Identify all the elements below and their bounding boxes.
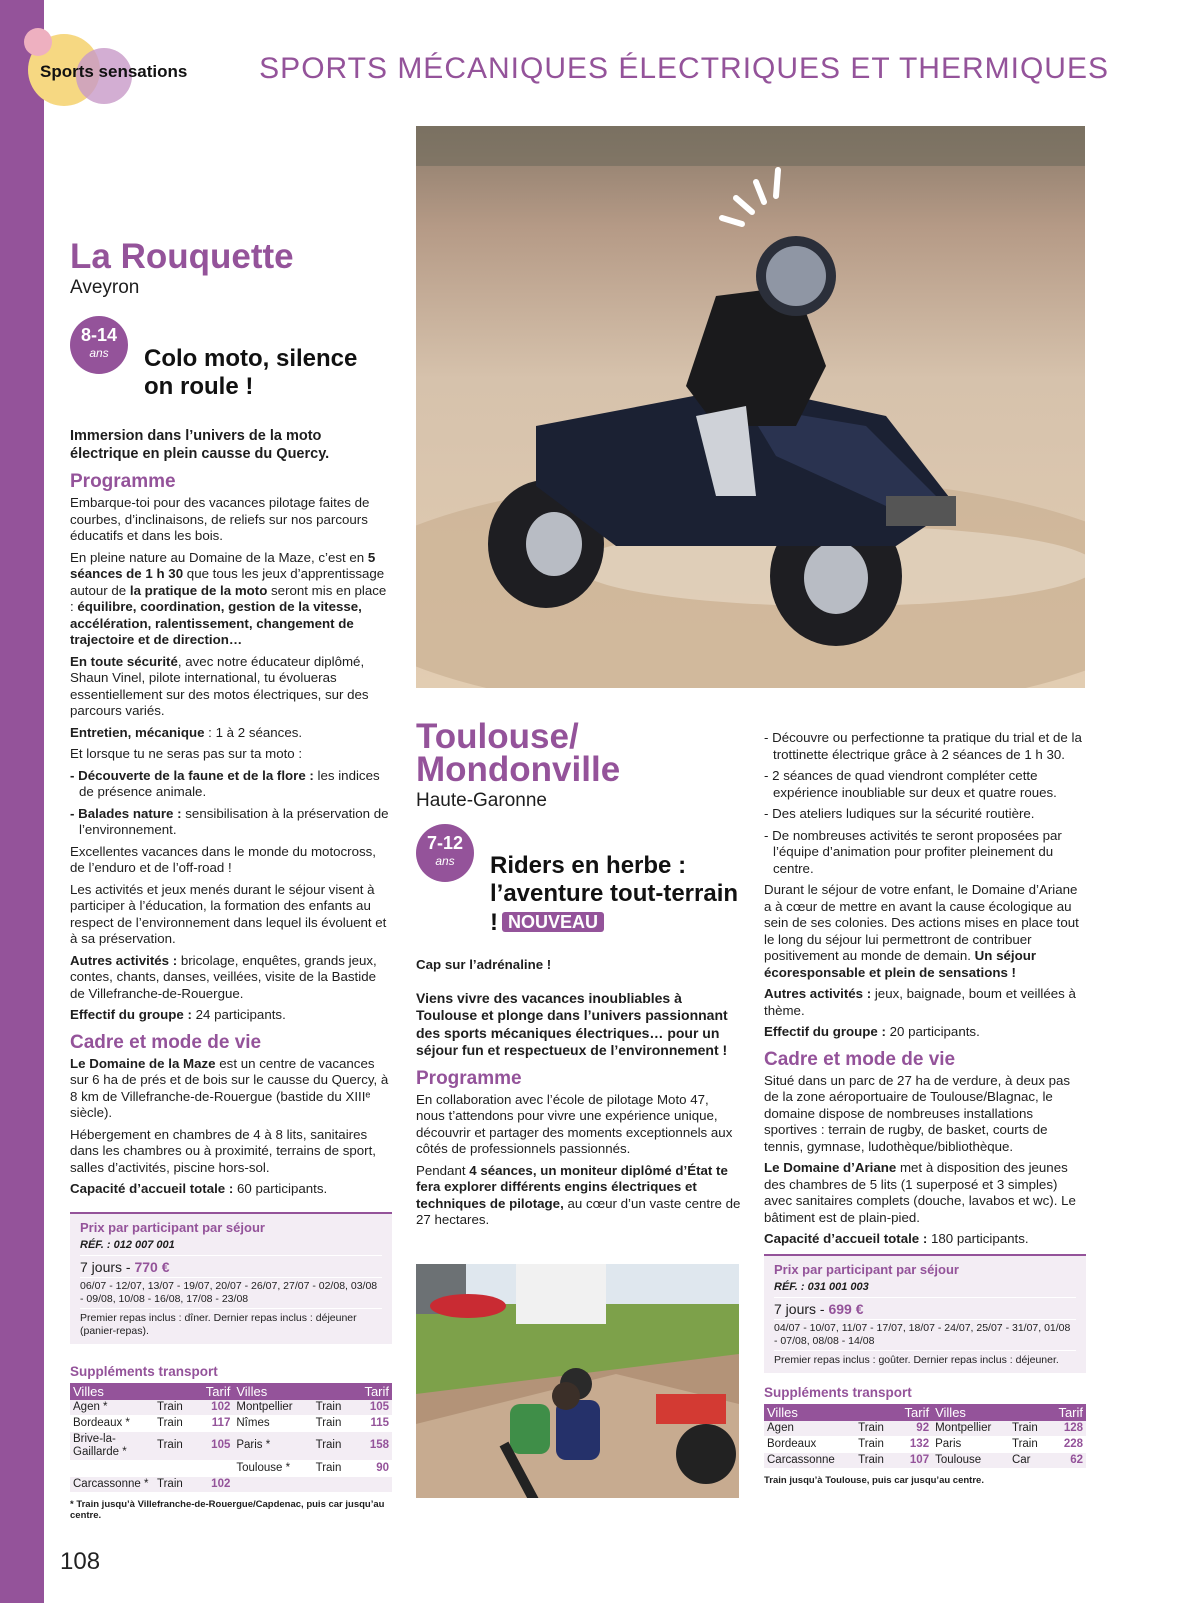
middle-column bbox=[416, 717, 741, 1234]
right-bullet-1: - Découvre ou perfectionne ta pratique du trial et de la trottinette électrique grâce à 2 séances de 1 h 30. bbox=[764, 730, 1082, 762]
mid-lead: Viens vivre des vacances inoubliables à Toulouse et plonge dans l’univers passionnant des sports mécaniques électriques… pour un séjour fun et respectueux de l’environnement ! bbox=[416, 989, 728, 1058]
left-stay-title: Colo moto, silence on roule ! bbox=[144, 345, 358, 400]
mid-programme-heading: Programme bbox=[416, 1067, 522, 1089]
mid-place-line1: Toulouse/ bbox=[416, 717, 579, 756]
left-transport-note: * Train jusqu’à Villefranche-de-Rouergue/Capdenac, puis car jusqu’au centre. bbox=[70, 1498, 385, 1521]
right-c3: Capacité d’accueil totale : 180 participants. bbox=[764, 1231, 1029, 1246]
left-price-box bbox=[70, 1212, 392, 1344]
price-title: Prix par participant par séjour bbox=[80, 1219, 265, 1235]
col-tarif: Tarif bbox=[1048, 1404, 1086, 1421]
table-row: Agen Train 92 Montpellier Train 128 bbox=[764, 1421, 1086, 1437]
left-lead: Immersion dans l’univers de la moto électrique en plein causse du Quercy. bbox=[70, 428, 330, 462]
badge-label: Sports sensations bbox=[40, 62, 188, 81]
col-villes: Villes bbox=[932, 1404, 1009, 1421]
right-bullet-4: - De nombreuses activités te seront proposées par l’équipe d’animation pour profiter pleinement du centre. bbox=[764, 827, 1062, 876]
left-p8: Autres activités : bricolage, enquêtes, grands jeux, contes, chants, danses, veillées, visite de la Bastide de Villefranche-de-Rouergue. bbox=[70, 952, 377, 1001]
left-age-badge bbox=[70, 316, 128, 374]
left-p3: En toute sécurité, avec notre éducateur diplômé, Shaun Vinel, pilote international, tu évolueras essentiellement sur des motos électriques, sur des parcours variés. bbox=[70, 653, 369, 718]
mid-age-badge bbox=[416, 824, 474, 882]
right-p1: Durant le séjour de votre enfant, le Domaine d’Ariane a à cœur de mettre en avant la cause écologique au sein de ses colonies. Des actions mises en place tout le long du séjour lui permettront de contribuer positivement au monde de demain. Un séjour écoresponsable et plein de sensations ! bbox=[764, 882, 1079, 980]
new-badge: NOUVEAU bbox=[502, 912, 604, 932]
price-dates: 06/07 - 12/07, 13/07 - 19/07, 20/07 - 26/07, 27/07 - 02/08, 03/08 - 09/08, 10/08 - 16/08, 17/08 - 23/08 bbox=[80, 1277, 382, 1308]
table-row: Carcassonne * Train 102 bbox=[70, 1476, 392, 1492]
left-p4: Entretien, mécanique : 1 à 2 séances. bbox=[70, 724, 303, 740]
left-bullet-1: - Découverte de la faune et de la flore : les indices de présence animale. bbox=[70, 767, 380, 799]
left-p6: Excellentes vacances dans le monde du motocross, de l’enduro et de l’off-road ! bbox=[70, 843, 376, 875]
page-number: 108 bbox=[60, 1548, 101, 1575]
right-bullet-3: - Des ateliers ludiques sur la sécurité routière. bbox=[764, 806, 1035, 821]
badge-circle-pink bbox=[24, 28, 52, 56]
left-programme-heading: Programme bbox=[70, 471, 176, 492]
left-c1: Le Domaine de la Maze est un centre de vacances sur 6 ha de prés et de bois sur le causse du Quercy, à 8 km de Villefranche-de-Rouergue (bastide du XIIIᵉ siècle). bbox=[70, 1055, 389, 1120]
right-p3: Effectif du groupe : 20 participants. bbox=[764, 1024, 980, 1039]
right-cadre-heading: Cadre et mode de vie bbox=[764, 1048, 956, 1070]
col-villes: Villes bbox=[70, 1383, 154, 1400]
left-bullet-2: - Balades nature : sensibilisation à la préservation de l’environnement. bbox=[70, 805, 389, 837]
table-row: Bordeaux Train 132 Paris Train 228 bbox=[764, 1436, 1086, 1452]
table-row: Carcassonne Train 107 Toulouse Car 62 bbox=[764, 1452, 1086, 1468]
right-supplements-heading: Suppléments transport bbox=[764, 1384, 912, 1400]
bikes-illustration bbox=[416, 1264, 739, 1498]
left-cadre-heading: Cadre et mode de vie bbox=[70, 1031, 262, 1053]
col-tarif: Tarif bbox=[894, 1404, 932, 1421]
price-ref: RÉF. : 012 007 001 bbox=[80, 1238, 175, 1251]
quad-photo bbox=[416, 126, 1085, 688]
age-unit: ans bbox=[89, 346, 109, 360]
left-transport-table bbox=[70, 1383, 392, 1493]
price-dates: 04/07 - 10/07, 11/07 - 17/07, 18/07 - 24/07, 25/07 - 31/07, 01/08 - 07/08, 08/08 - 14/08 bbox=[774, 1319, 1076, 1350]
mid-cap: Cap sur l’adrénaline ! bbox=[416, 957, 552, 972]
age-range: 7-12 bbox=[426, 833, 464, 853]
age-unit: ans bbox=[435, 854, 455, 868]
left-region: Aveyron bbox=[70, 277, 140, 298]
table-row: Brive-la-Gaillarde * Train 105 Paris * Train 158 bbox=[70, 1431, 392, 1460]
left-c2: Hébergement en chambres de 4 à 8 lits, sanitaires dans les chambres ou à proximité, terrains de sport, salles d’activités, piscine hors-sol. bbox=[70, 1126, 376, 1175]
right-c2: Le Domaine d’Ariane met à disposition des jeunes des chambres de 5 lits (1 superposé et 3 simples) avec sanitaires complets (douche, lavabos et wc). Le bâtiment est de plain-pied. bbox=[764, 1160, 1076, 1225]
price-title: Prix par participant par séjour bbox=[774, 1261, 959, 1277]
price-ref: RÉF. : 031 001 003 bbox=[774, 1280, 869, 1293]
right-p2: Autres activités : jeux, baignade, boum et veillées à thème. bbox=[764, 986, 1076, 1018]
category-badge bbox=[24, 28, 204, 112]
left-p7: Les activités et jeux menés durant le séjour visent à participer à l’éducation, la formation des enfants au respect de l’environnement dans lequel ils évoluent et à sa préservation. bbox=[70, 881, 387, 946]
right-transport-table bbox=[764, 1404, 1086, 1469]
price-line: 7 jours - 699 € bbox=[774, 1297, 1076, 1319]
table-row: Agen * Train 102 Montpellier Train 105 bbox=[70, 1400, 392, 1416]
right-column bbox=[764, 730, 1086, 1486]
mid-region: Haute-Garonne bbox=[416, 790, 547, 811]
sidebar-band bbox=[0, 0, 44, 1603]
bikes-photo bbox=[416, 1264, 739, 1498]
quad-illustration bbox=[416, 126, 1085, 688]
mid-p1: En collaboration avec l’école de pilotage Moto 47, nous t’attendons pour vivre une expérience unique, découvrir et partager des moments exceptionnels aux côtés de professionnels passionnés. bbox=[416, 1091, 733, 1156]
right-c1: Situé dans un parc de 27 ha de verdure, à deux pas de la zone aéroportuaire de Toulouse/Blagnac, le domaine dispose de nombreuses installations sportives : terrain de rugby, de basket, courts de tennis, gymnase, ludothèque/bibliothèque. bbox=[764, 1072, 1071, 1154]
mid-place-line2: Mondonville bbox=[416, 750, 621, 789]
right-price-box bbox=[764, 1254, 1086, 1373]
right-transport-note: Train jusqu’à Toulouse, puis car jusqu’au centre. bbox=[764, 1474, 984, 1486]
left-c3: Capacité d’accueil totale : 60 participants. bbox=[70, 1181, 328, 1196]
col-tarif: Tarif bbox=[194, 1383, 233, 1400]
col-villes: Villes bbox=[233, 1383, 312, 1400]
price-meals: Premier repas inclus : goûter. Dernier repas inclus : déjeuner. bbox=[774, 1350, 1076, 1367]
left-column bbox=[70, 237, 392, 1521]
mid-p2: Pendant 4 séances, un moniteur diplômé d’État te fera explorer différents engins électriques et techniques de pilotage, au cœur d’un vaste centre de 27 hectares. bbox=[416, 1162, 741, 1227]
price-line: 7 jours - 770 € bbox=[80, 1255, 382, 1277]
table-row: Toulouse * Train 90 bbox=[70, 1460, 392, 1476]
left-supplements-heading: Suppléments transport bbox=[70, 1363, 218, 1379]
left-p1: Embarque-toi pour des vacances pilotage faites de courbes, d’inclinaisons, de reliefs sur nos parcours éducatifs et dans les bois. bbox=[70, 495, 370, 543]
left-p9: Effectif du groupe : 24 participants. bbox=[70, 1007, 286, 1022]
right-bullet-2: - 2 séances de quad viendront compléter cette expérience inoubliable sur deux et quatre roues. bbox=[764, 768, 1057, 800]
col-tarif: Tarif bbox=[353, 1383, 392, 1400]
age-range: 8-14 bbox=[80, 325, 118, 345]
mid-stay-title: Riders en herbe : l’aventure tout-terrain ! NOUVEAU bbox=[490, 852, 739, 936]
table-row: Bordeaux * Train 117 Nîmes Train 115 bbox=[70, 1415, 392, 1431]
page-title: SPORTS MÉCANIQUES ÉLECTRIQUES ET THERMIQUES bbox=[259, 52, 1109, 85]
left-p5: Et lorsque tu ne seras pas sur ta moto : bbox=[70, 746, 303, 761]
price-meals: Premier repas inclus : dîner. Dernier repas inclus : déjeuner (panier-repas). bbox=[80, 1308, 382, 1338]
left-p2: En pleine nature au Domaine de la Maze, c’est en 5 séances de 1 h 30 que tous les jeux d’apprentissage autour de la pratique de la moto seront mis en place : équilibre, coordination, gestion de la vitesse, accélération, ralentissement, changement de trajectoire et de direction… bbox=[70, 549, 387, 647]
left-place: La Rouquette bbox=[70, 237, 294, 276]
col-villes: Villes bbox=[764, 1404, 855, 1421]
